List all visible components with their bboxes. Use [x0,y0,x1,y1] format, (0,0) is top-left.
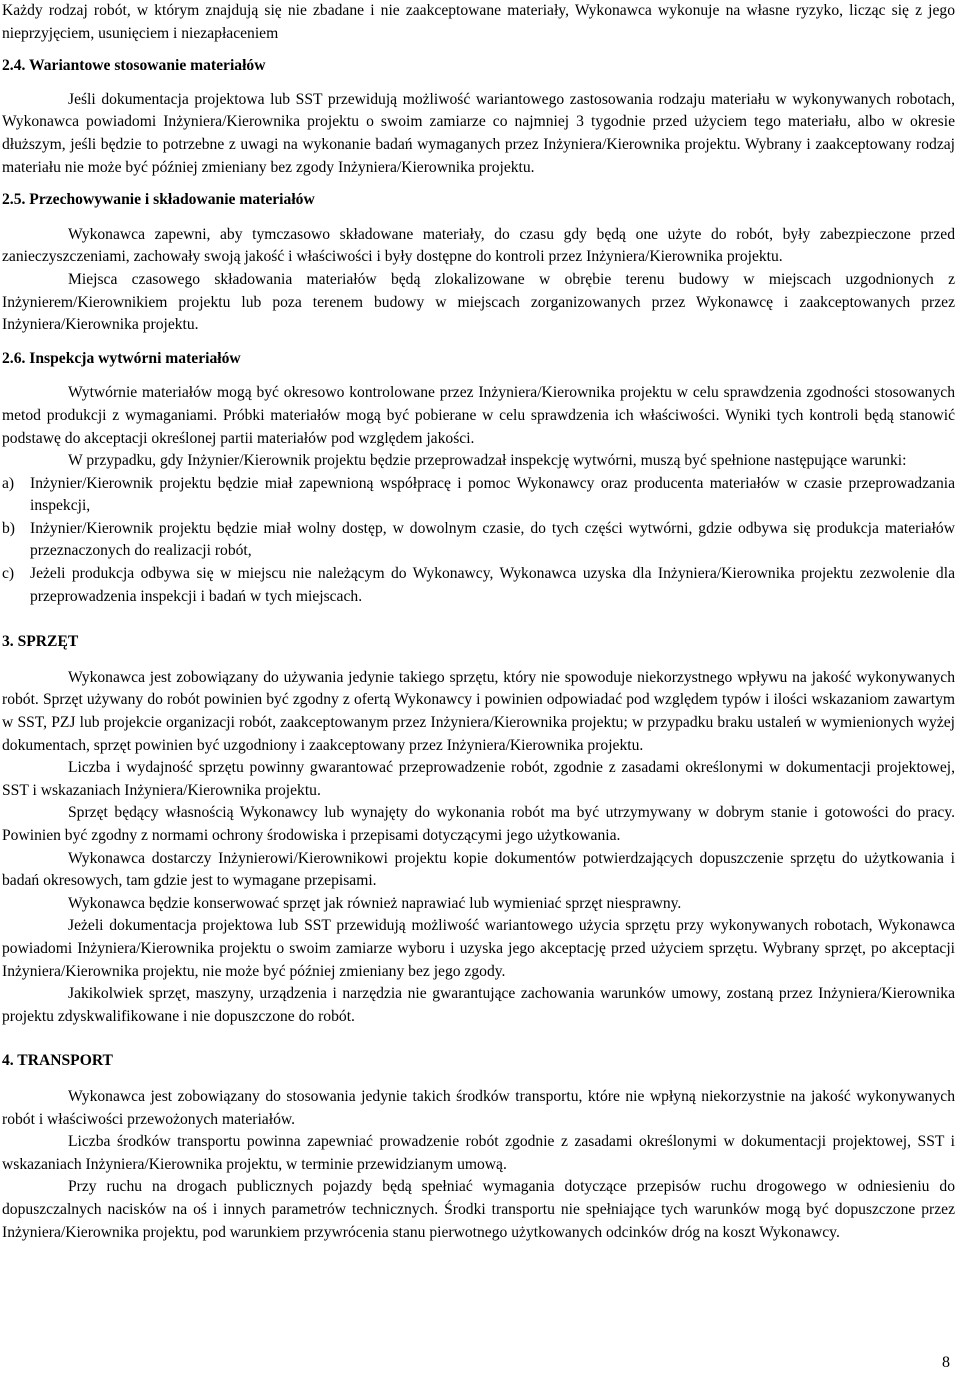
list-item-label: a) [2,474,15,492]
inspection-conditions-list [2,473,955,609]
document-page [2,0,955,1244]
list-item-label: b) [2,519,15,537]
list-item-text: Inżynier/Kierownik projektu będzie miał zapewnioną współpracę i pomoc Wykonawcy oraz producenta materiałów w czasie przeprowadzania inspekcji, [30,474,955,515]
section-3-paragraph: Jeżeli dokumentacja projektowa lub SST przewidują możliwość wariantowego użycia sprzętu przy wykonywanych robotach, Wykonawca powiadomi Inżyniera/Kierownika projektu o swoim zamiarze wyboru i uzyska jego akceptację przed użyciem sprzętu. Wybrany sprzęt, po akceptacji Inżyniera/Kierownika projektu, nie może być później zmieniany bez jego zgody. [2,917,955,980]
section-3-heading: 3. SPRZĘT [2,633,79,651]
list-item-label: c) [2,565,15,583]
section-2-4-paragraph: Jeśli dokumentacja projektowa lub SST przewidują możliwość wariantowego zastosowania rodzaju materiału w wykonywanych robotach, Wykonawca powiadomi Inżyniera/Kierownika projektu o swoim zamiarze co najmniej 3 tygodnie przed użyciem tego materiału, albo w okresie dłuższym, jeśli będzie to potrzebne z uwagi na wykonanie badań wymaganych przez Inżyniera/Kierownika projektu. Wybrany i zaakceptowany rodzaj materiału nie może być później zmieniany bez zgody Inżyniera/Kierownika projektu. [2,90,955,176]
list-item [2,518,955,563]
section-3-paragraph: Wykonawca jest zobowiązany do używania jedynie takiego sprzętu, który nie spowoduje niekorzystnego wpływu na jakość wykonywanych robót. Sprzęt używany do robót powinien być zgodny z ofertą Wykonawcy i powinien odpowiadać pod względem typów i ilości wskazaniom zawartym w SST, PZJ lub projekcie organizacji robót, zaakceptowanym przez Inżyniera/Kierownika projektu; w przypadku braku ustaleń w wymienionych wyżej dokumentach, sprzęt powinien być uzgodniony i zaakceptowany przez Inżyniera/Kierownika projektu. [2,668,955,754]
section-2-4-heading: 2.4. Wariantowe stosowanie materiałów [2,57,266,75]
section-4-heading: 4. TRANSPORT [2,1052,113,1070]
section-3-paragraph: Wykonawca będzie konserwować sprzęt jak również naprawiać lub wymieniać sprzęt niesprawny. [68,894,682,912]
list-item-text: Jeżeli produkcja odbywa się w miejscu nie należącym do Wykonawcy, Wykonawca uzyska dla Inżyniera/Kierownika projektu zezwolenie dla przeprowadzenia inspekcji i badań w tych miejscach. [30,565,955,605]
section-2-5-paragraph: Miejsca czasowego składowania materiałów będą zlokalizowane w obrębie terenu budowy w miejscach uzgodnionych z Inżynierem/Kierownikiem projektu lub poza terenem budowy w miejscach zorganizowanych przez Wykonawcę i zaakceptowanych przez Inżyniera/Kierownika projektu. [2,270,955,334]
list-item [2,473,955,518]
list-item [2,563,955,608]
section-3-paragraph: Liczba i wydajność sprzętu powinny gwarantować przeprowadzenie robót, zgodnie z zasadami określonymi w dokumentacji projektowej, SST i wskazaniach Inżyniera/Kierownika projektu. [2,759,955,799]
section-4-paragraph: Wykonawca jest zobowiązany do stosowania jedynie takich środków transportu, które nie wpłyną niekorzystnie na jakość wykonywanych robót i właściwości przewożonych materiałów. [2,1087,955,1128]
section-3-paragraph: Sprzęt będący własnością Wykonawcy lub wynajęty do wykonania robót ma być utrzymywany w dobrym stanie i gotowości do pracy. Powinien być zgodny z normami ochrony środowiska i przepisami dotyczącymi jego użytkowania. [2,804,955,844]
section-4-paragraph: Przy ruchu na drogach publicznych pojazdy będą spełniać wymagania dotyczące przepisów ruchu drogowego w odniesieniu do dopuszczalnych nacisków na oś i innych parametrów technicznych. Środki transportu nie spełniające tych warunków mogą być dopuszczone przez Inżyniera/Kierownika projektu, pod warunkiem przywrócenia stanu pierwotnego użytkowanych odcinków dróg na koszt Wykonawcy. [2,1178,955,1241]
page-number: 8 [942,1354,950,1371]
section-2-6-paragraph: W przypadku, gdy Inżynier/Kierownik projektu będzie przeprowadzał inspekcję wytwórni, muszą być spełnione następujące warunki: [68,452,907,470]
section-3-paragraph: Wykonawca dostarczy Inżynierowi/Kierownikowi projektu kopie dokumentów potwierdzających dopuszczenie sprzętu do użytkowania i badań okresowych, tam gdzie jest to wymagane przepisami. [2,849,955,890]
section-3-paragraph: Jakikolwiek sprzęt, maszyny, urządzenia i narzędzia nie gwarantujące zachowania warunków umowy, zostaną przez Inżyniera/Kierownika projektu zdyskwalifikowane i nie dopuszczone do robót. [2,985,955,1025]
intro-paragraph: Każdy rodzaj robót, w którym znajdują się nie zbadane i nie zaakceptowane materiały, Wykonawca wykonuje na własne ryzyko, licząc się z jego nieprzyjęciem, usunięciem i niezapłaceniem [2,2,955,42]
section-2-5-paragraph: Wykonawca zapewni, aby tymczasowo składowane materiały, do czasu gdy będą one użyte do robót, były zabezpieczone przed zanieczyszczeniami, zachowały swoją jakość i właściwości i były dostępne do kontroli przez Inżyniera/Kierownika projektu. [2,225,955,266]
section-4-paragraph: Liczba środków transportu powinna zapewniać prowadzenie robót zgodnie z zasadami określonymi w dokumentacji projektowej, SST i wskazaniach Inżyniera/Kierownika projektu, w terminie przewidzianym umową. [2,1133,955,1173]
section-2-5-heading: 2.5. Przechowywanie i składowanie materiałów [2,191,315,209]
list-item-text: Inżynier/Kierownik projektu będzie miał wolny dostęp, w dowolnym czasie, do tych części wytwórni, gdzie odbywa się produkcja materiałów przeznaczonych do realizacji robót, [30,519,955,560]
section-2-6-paragraph: Wytwórnie materiałów mogą być okresowo kontrolowane przez Inżyniera/Kierownika projektu w celu sprawdzenia zgodności stosowanych metod produkcji z wymaganiami. Próbki materiałów mogą być pobierane w celu sprawdzenia ich właściwości. Wyniki tych kontroli będą stanowić podstawę do akceptacji określonej partii materiałów pod względem jakości. [2,384,955,447]
section-2-6-heading: 2.6. Inspekcja wytwórni materiałów [2,349,241,367]
